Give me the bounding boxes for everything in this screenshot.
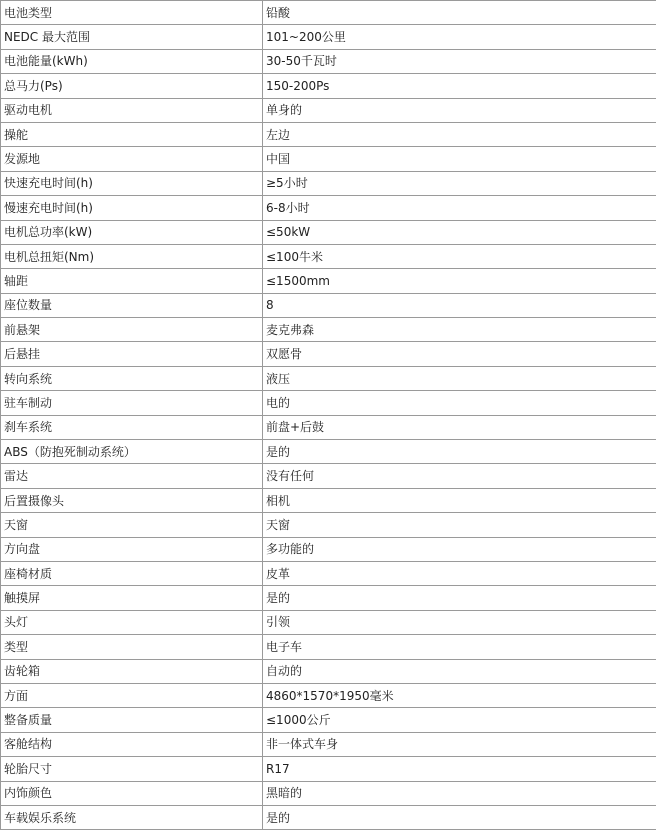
spec-label: 快速充电时间(h) <box>1 171 263 195</box>
spec-value: 电子车 <box>263 635 656 659</box>
spec-value: 双愿骨 <box>263 342 656 366</box>
spec-row <box>1 440 656 464</box>
spec-row <box>1 25 656 49</box>
spec-label: 座椅材质 <box>1 561 263 585</box>
spec-label: NEDC 最大范围 <box>1 25 263 49</box>
spec-value: ≥5小时 <box>263 171 656 195</box>
spec-value: 中国 <box>263 147 656 171</box>
spec-value: 150-200Ps <box>263 74 656 98</box>
spec-row <box>1 513 656 537</box>
spec-value: ≤100牛米 <box>263 244 656 268</box>
spec-label: 整备质量 <box>1 708 263 732</box>
spec-value: 前盘+后鼓 <box>263 415 656 439</box>
spec-row <box>1 391 656 415</box>
spec-label: 客舱结构 <box>1 732 263 756</box>
spec-label: 方面 <box>1 683 263 707</box>
spec-label: 发源地 <box>1 147 263 171</box>
spec-value: 多功能的 <box>263 537 656 561</box>
spec-value: 引领 <box>263 610 656 634</box>
spec-value: 单身的 <box>263 98 656 122</box>
spec-table-body <box>1 1 656 830</box>
spec-value: 是的 <box>263 586 656 610</box>
spec-label: 后置摄像头 <box>1 488 263 512</box>
spec-row <box>1 659 656 683</box>
spec-value: 天窗 <box>263 513 656 537</box>
spec-label: 转向系统 <box>1 366 263 390</box>
spec-label: 刹车系统 <box>1 415 263 439</box>
spec-row <box>1 732 656 756</box>
spec-row <box>1 488 656 512</box>
spec-label: 头灯 <box>1 610 263 634</box>
spec-value: 液压 <box>263 366 656 390</box>
spec-value: 黑暗的 <box>263 781 656 805</box>
spec-row <box>1 586 656 610</box>
spec-row <box>1 708 656 732</box>
spec-label: 雷达 <box>1 464 263 488</box>
spec-row <box>1 171 656 195</box>
spec-label: 内饰颜色 <box>1 781 263 805</box>
spec-label: 电池类型 <box>1 1 263 25</box>
spec-value: 非一体式车身 <box>263 732 656 756</box>
spec-label: 方向盘 <box>1 537 263 561</box>
spec-row <box>1 269 656 293</box>
spec-value: 4860*1570*1950毫米 <box>263 683 656 707</box>
spec-label: 齿轮箱 <box>1 659 263 683</box>
spec-row <box>1 781 656 805</box>
spec-label: 慢速充电时间(h) <box>1 196 263 220</box>
spec-value: 皮革 <box>263 561 656 585</box>
spec-row <box>1 342 656 366</box>
spec-label: 驱动电机 <box>1 98 263 122</box>
spec-label: 电机总扭矩(Nm) <box>1 244 263 268</box>
spec-label: 天窗 <box>1 513 263 537</box>
spec-row <box>1 74 656 98</box>
spec-value: 8 <box>263 293 656 317</box>
spec-row <box>1 98 656 122</box>
spec-row <box>1 561 656 585</box>
spec-row <box>1 196 656 220</box>
spec-row <box>1 464 656 488</box>
spec-value: 101~200公里 <box>263 25 656 49</box>
spec-value: 电的 <box>263 391 656 415</box>
spec-row <box>1 318 656 342</box>
spec-label: 操舵 <box>1 122 263 146</box>
spec-value: 麦克弗森 <box>263 318 656 342</box>
spec-value: 自动的 <box>263 659 656 683</box>
spec-value: 6-8小时 <box>263 196 656 220</box>
spec-value: ≤1000公斤 <box>263 708 656 732</box>
spec-label: 轴距 <box>1 269 263 293</box>
spec-row <box>1 537 656 561</box>
spec-row <box>1 147 656 171</box>
spec-row <box>1 122 656 146</box>
spec-value: 相机 <box>263 488 656 512</box>
spec-row <box>1 244 656 268</box>
spec-label: 电机总功率(kW) <box>1 220 263 244</box>
spec-row <box>1 293 656 317</box>
spec-row <box>1 366 656 390</box>
spec-value: 30-50千瓦时 <box>263 49 656 73</box>
spec-label: 触摸屏 <box>1 586 263 610</box>
spec-label: 电池能量(kWh) <box>1 49 263 73</box>
spec-value: ≤50kW <box>263 220 656 244</box>
spec-label: 驻车制动 <box>1 391 263 415</box>
spec-value: ≤1500mm <box>263 269 656 293</box>
spec-label: 车载娱乐系统 <box>1 805 263 829</box>
spec-value: R17 <box>263 757 656 781</box>
spec-row <box>1 757 656 781</box>
spec-value: 铅酸 <box>263 1 656 25</box>
spec-row <box>1 635 656 659</box>
spec-label: 后悬挂 <box>1 342 263 366</box>
spec-row <box>1 805 656 829</box>
spec-value: 是的 <box>263 440 656 464</box>
spec-row <box>1 220 656 244</box>
spec-row <box>1 683 656 707</box>
spec-value: 是的 <box>263 805 656 829</box>
spec-label: 座位数量 <box>1 293 263 317</box>
spec-row <box>1 49 656 73</box>
spec-row <box>1 415 656 439</box>
spec-row <box>1 610 656 634</box>
spec-row <box>1 1 656 25</box>
spec-value: 左边 <box>263 122 656 146</box>
spec-label: 类型 <box>1 635 263 659</box>
spec-label: 前悬架 <box>1 318 263 342</box>
spec-label: 轮胎尺寸 <box>1 757 263 781</box>
spec-label: 总马力(Ps) <box>1 74 263 98</box>
spec-value: 没有任何 <box>263 464 656 488</box>
spec-label: ABS（防抱死制动系统） <box>1 440 263 464</box>
